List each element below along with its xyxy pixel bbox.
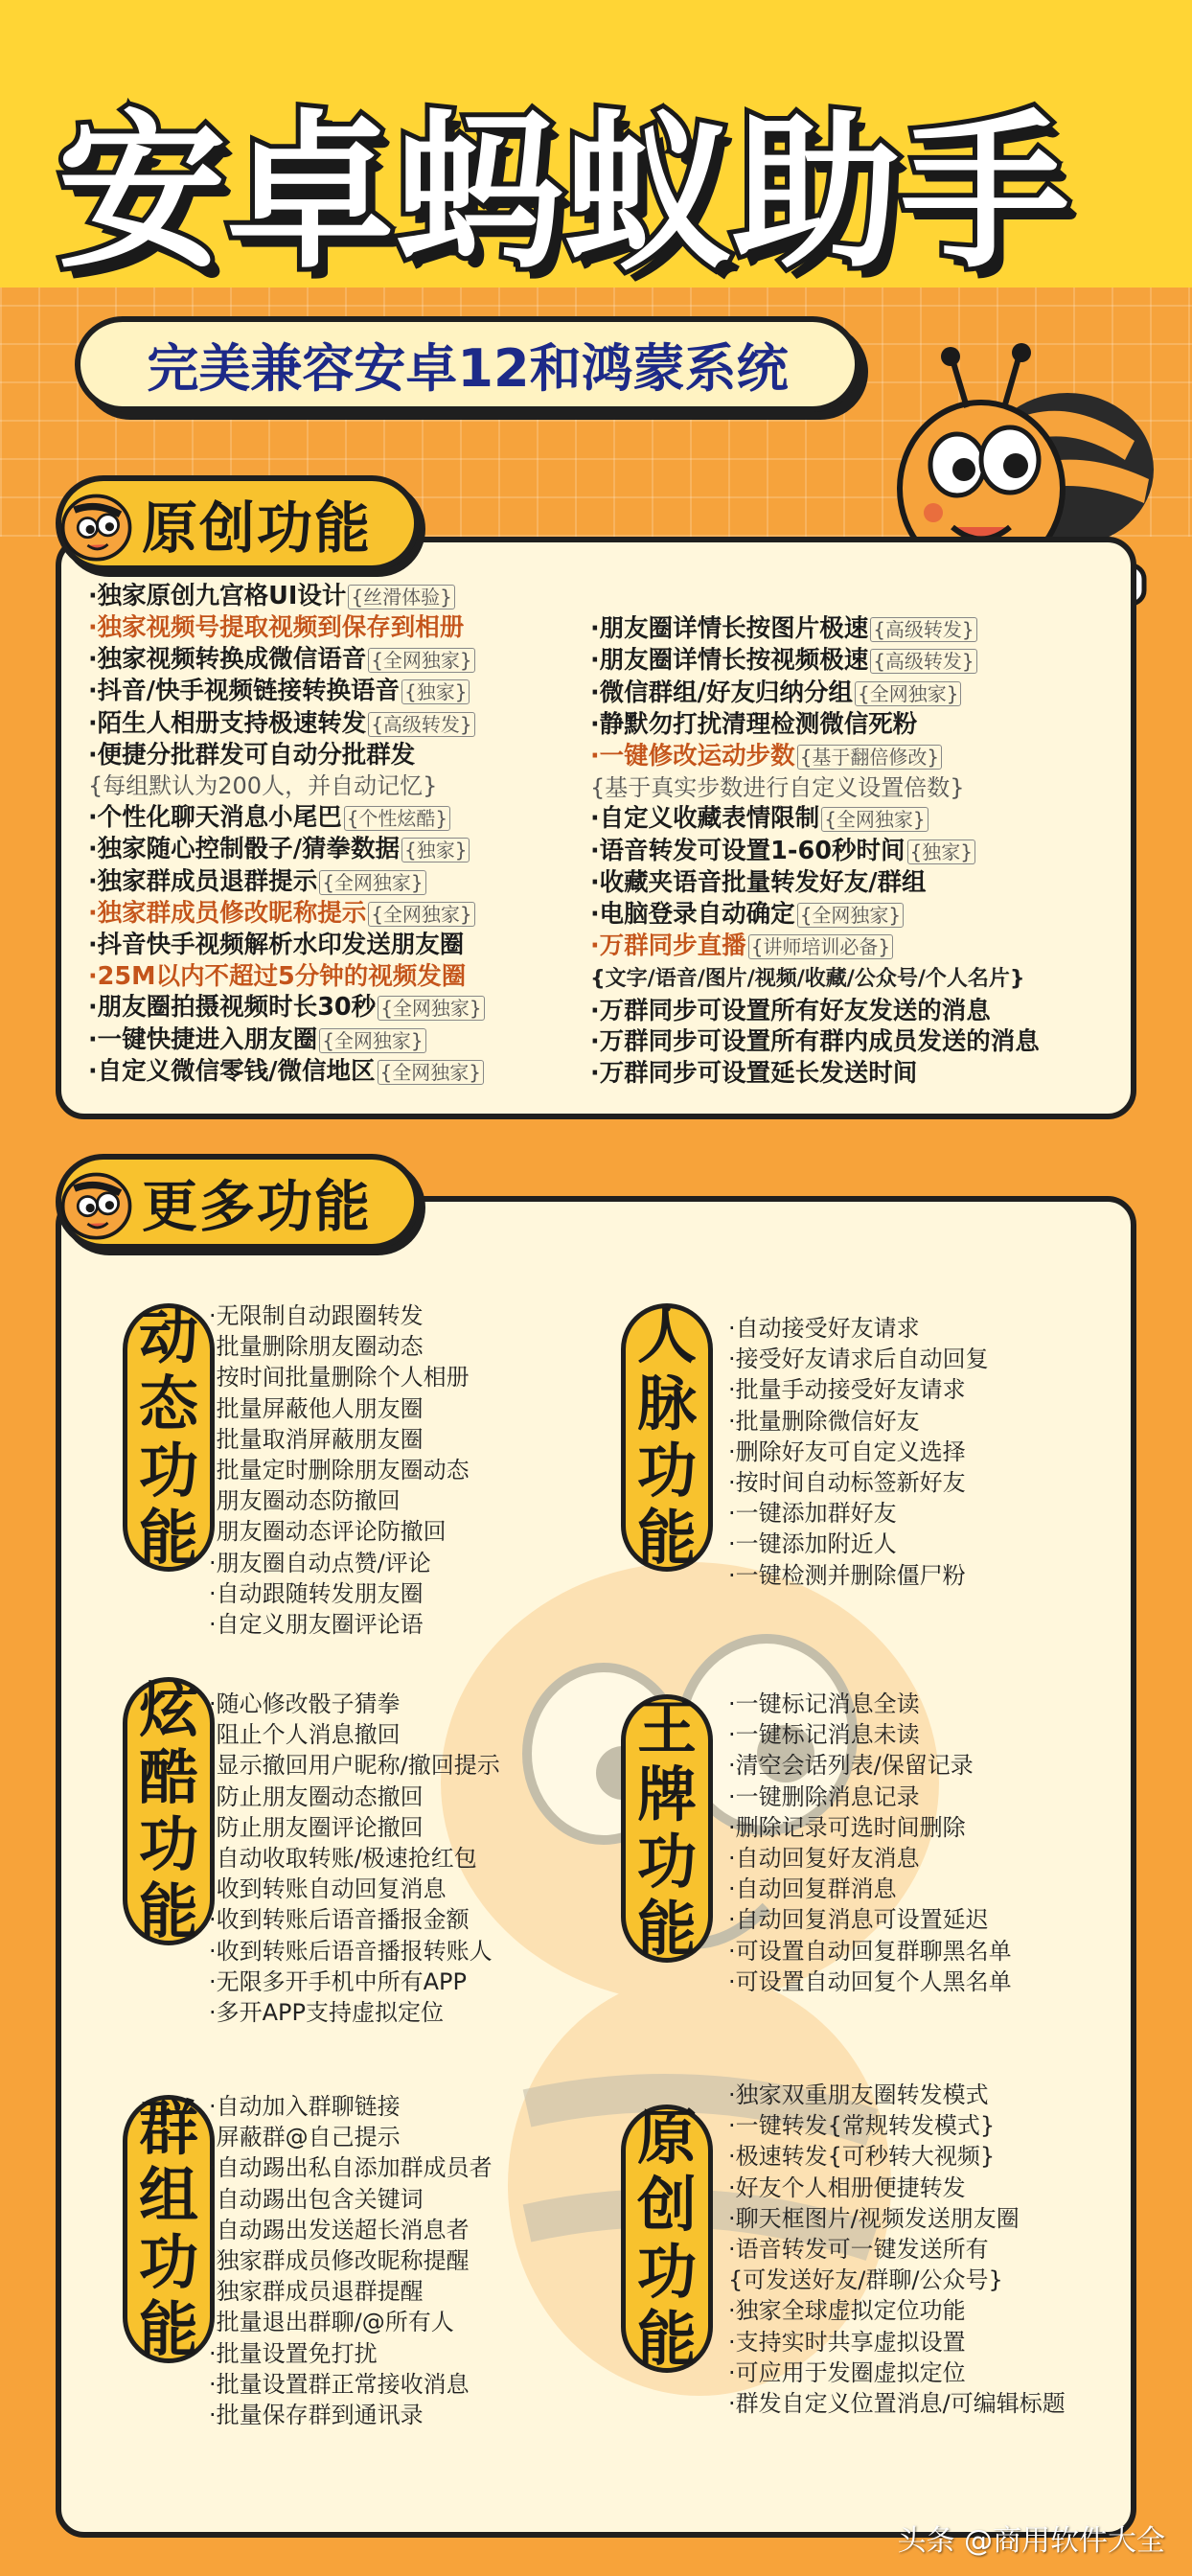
list-item: ·屏蔽群@自己提示 xyxy=(209,2124,401,2151)
feature-row xyxy=(590,931,1127,962)
feature-note: {独家} xyxy=(401,838,470,862)
feature-text: ·朋友圈拍摄视频时长30秒 xyxy=(88,993,377,1023)
feature-note: {文字/语音/图片/视频/收藏/公众号/个人名片} xyxy=(590,967,1025,992)
list-item: ·可设置自动回复个人黑名单 xyxy=(728,1967,1012,1995)
feature-group-list xyxy=(209,2091,611,2430)
list-item: ·接受好友请求后自动回复 xyxy=(728,1346,989,1373)
label-char: 功 xyxy=(138,1436,198,1506)
feature-text: ·独家视频转换成微信语音 xyxy=(88,644,367,674)
feature-note: {每组默认为200人，并自动记忆} xyxy=(88,772,438,800)
feature-note: {全网独家} xyxy=(319,870,425,895)
list-item: ·独家双重朋友圈转发模式 xyxy=(728,2082,989,2108)
list-item: ·自动加入群聊链接 xyxy=(209,2093,401,2120)
feature-row xyxy=(88,834,625,865)
feature-note: {全网独家} xyxy=(368,902,474,927)
feature-note: {全网独家} xyxy=(378,996,484,1021)
list-item: ·一键转发{常规转发模式} xyxy=(728,2112,996,2140)
list-item: ·自动踢出私自添加群成员者 xyxy=(209,2154,493,2182)
feature-row xyxy=(88,930,625,960)
feature-row xyxy=(88,898,625,930)
list-item: ·自动跟随转发朋友圈 xyxy=(209,1579,424,1607)
label-char: 功 xyxy=(636,1827,697,1897)
list-item: ·自动回复消息可设置延迟 xyxy=(728,1906,989,1934)
list-item: ·一键添加附近人 xyxy=(728,1530,897,1558)
list-item: ·独家群成员退群提醒 xyxy=(209,2278,424,2306)
feature-row xyxy=(590,836,1127,867)
list-item: ·语音转发可一键发送所有 xyxy=(728,2236,989,2264)
section-title: 更多功能 xyxy=(142,1174,373,1239)
list-item: {可发送好友/群聊/公众号} xyxy=(728,2266,1003,2294)
list-item: ·批量手动接受好友请求 xyxy=(728,1376,966,1404)
label-char: 王 xyxy=(636,1692,697,1762)
feature-note: {独家} xyxy=(401,679,470,704)
bee-icon xyxy=(48,479,136,567)
feature-text: ·一键快捷进入朋友圈 xyxy=(88,1024,318,1054)
feature-note: {丝滑体验} xyxy=(348,585,454,610)
list-item: ·防止朋友圈动态撤回 xyxy=(209,1782,424,1810)
feature-row xyxy=(590,741,1127,772)
list-item: ·批量保存群到通讯录 xyxy=(209,2402,424,2429)
list-item: ·批量删除朋友圈动态 xyxy=(209,1333,424,1361)
feature-text: ·朋友圈详情长按图片极速 xyxy=(590,614,869,643)
feature-text: ·抖音/快手视频链接转换语音 xyxy=(88,677,401,706)
list-item: ·批量屏蔽他人朋友圈 xyxy=(209,1394,424,1422)
feature-row xyxy=(590,803,1127,835)
feature-row xyxy=(88,644,625,676)
feature-row xyxy=(88,612,625,643)
list-item: ·删除记录可选时间删除 xyxy=(728,1813,966,1841)
list-item: ·批量设置群正常接收消息 xyxy=(209,2370,470,2398)
original-features-left xyxy=(88,581,625,1089)
label-char: 能 xyxy=(636,1503,697,1573)
list-item: ·删除好友可自定义选择 xyxy=(728,1438,966,1465)
label-char: 功 xyxy=(138,1809,198,1879)
list-item: ·一键标记消息未读 xyxy=(728,1721,920,1749)
feature-group-label xyxy=(621,1694,713,1963)
feature-text: ·静默勿打扰清理检测微信死粉 xyxy=(590,710,918,740)
list-item: ·极速转发{可秒转大视频} xyxy=(728,2143,996,2171)
list-item: ·多开APP支持虚拟定位 xyxy=(209,1999,444,2027)
feature-note: {基于翻倍修改} xyxy=(797,745,942,770)
list-item: ·朋友圈动态评论防撤回 xyxy=(209,1518,447,1546)
feature-group-list xyxy=(728,1689,1131,1997)
list-item: ·无限制自动跟圈转发 xyxy=(209,1302,424,1329)
feature-row xyxy=(88,1024,625,1056)
list-item: ·收到转账后语音播报金额 xyxy=(209,1906,470,1934)
feature-note: {高级转发} xyxy=(870,649,976,674)
feature-text: ·微信群组/好友归纳分组 xyxy=(590,678,854,707)
list-item: ·随心修改骰子猜拳 xyxy=(209,1690,401,1717)
list-item: ·批量删除微信好友 xyxy=(728,1407,920,1435)
feature-text: ·万群同步可设置延长发送时间 xyxy=(590,1058,918,1088)
list-item: ·可应用于发圈虚拟定位 xyxy=(728,2358,966,2386)
list-item: ·批量定时删除朋友圈动态 xyxy=(209,1457,470,1484)
title-area xyxy=(0,38,1192,291)
label-char: 能 xyxy=(138,1503,198,1573)
list-item: ·自动收取转账/极速抢红包 xyxy=(209,1845,477,1873)
feature-group-label xyxy=(621,2104,713,2373)
list-item: ·批量退出群聊/@所有人 xyxy=(209,2309,454,2336)
feature-text: ·独家随心控制骰子/猜拳数据 xyxy=(88,835,401,864)
list-item: ·支持实时共享虚拟设置 xyxy=(728,2328,966,2356)
feature-row xyxy=(88,708,625,740)
feature-text: ·自定义微信零钱/微信地区 xyxy=(88,1057,376,1087)
feature-text: ·个性化聊天消息小尾巴 xyxy=(88,802,342,832)
feature-note: {全网独家} xyxy=(378,1060,484,1085)
list-item: ·好友个人相册便捷转发 xyxy=(728,2174,966,2201)
footer-watermark: 头条 @商用软件大全 xyxy=(897,2524,1165,2558)
list-item: ·清空会话列表/保留记录 xyxy=(728,1752,974,1780)
feature-text: ·抖音快手视频解析水印发送朋友圈 xyxy=(88,931,465,960)
list-item: ·一键检测并删除僵尸粉 xyxy=(728,1561,966,1589)
list-item: ·自动回复群消息 xyxy=(728,1875,897,1903)
label-char: 功 xyxy=(636,2237,697,2307)
list-item: ·收到转账后语音播报转账人 xyxy=(209,1937,493,1965)
feature-group-list xyxy=(209,1300,611,1640)
list-item: ·一键删除消息记录 xyxy=(728,1782,920,1810)
list-item: ·按时间自动标签新好友 xyxy=(728,1469,966,1497)
list-item: ·批量设置免打扰 xyxy=(209,2339,378,2367)
list-item: ·一键添加群好友 xyxy=(728,1500,897,1528)
page-title: 安卓蚂蚁助手 xyxy=(57,95,1070,291)
feature-note: {全网独家} xyxy=(821,807,928,832)
feature-group-label xyxy=(123,1303,215,1572)
feature-row xyxy=(590,1026,1127,1057)
list-item: ·显示撤回用户昵称/撤回提示 xyxy=(209,1752,500,1780)
list-item: ·无限多开手机中所有APP xyxy=(209,1967,467,1995)
label-char: 脉 xyxy=(636,1368,697,1438)
feature-note: {全网独家} xyxy=(368,648,474,673)
feature-text: ·独家群成员修改昵称提示 xyxy=(88,899,367,929)
feature-group-list xyxy=(728,1313,1131,1591)
feature-row xyxy=(590,645,1127,677)
label-char: 动 xyxy=(138,1301,198,1371)
feature-text: ·万群同步直播 xyxy=(590,932,746,961)
feature-text: ·陌生人相册支持极速转发 xyxy=(88,708,367,738)
list-item: ·自定义朋友圈评论语 xyxy=(209,1611,424,1639)
more-features-tag xyxy=(56,1154,420,1250)
feature-group-label xyxy=(123,1677,215,1945)
label-char: 原 xyxy=(636,2103,697,2173)
feature-row xyxy=(88,740,625,770)
list-item: ·群发自定义位置消息/可编辑标题 xyxy=(728,2390,1066,2418)
feature-row xyxy=(88,961,625,992)
feature-text: ·收藏夹语音批量转发好友/群组 xyxy=(590,868,927,898)
list-item: ·自动踢出发送超长消息者 xyxy=(209,2216,470,2243)
list-item: ·收到转账自动回复消息 xyxy=(209,1875,447,1903)
feature-group-label xyxy=(123,2095,215,2363)
label-char: 功 xyxy=(636,1436,697,1506)
feature-text: ·语音转发可设置1-60秒时间 xyxy=(590,836,905,865)
label-char: 炫 xyxy=(138,1675,198,1745)
feature-row xyxy=(590,709,1127,740)
feature-note: {全网独家} xyxy=(855,681,961,706)
feature-note: {全网独家} xyxy=(797,903,904,928)
feature-note: {基于真实步数进行自定义设置倍数} xyxy=(590,774,965,802)
list-item: ·按时间批量删除个人相册 xyxy=(209,1364,470,1392)
feature-text: ·朋友圈详情长按视频极速 xyxy=(590,646,869,676)
label-char: 酷 xyxy=(138,1742,198,1812)
list-item: ·自动踢出包含关键词 xyxy=(209,2185,424,2213)
feature-text: ·一键修改运动步数 xyxy=(590,741,795,770)
subtitle-box xyxy=(75,316,860,412)
label-char: 能 xyxy=(138,1876,198,1946)
list-item: ·防止朋友圈评论撤回 xyxy=(209,1813,424,1841)
label-char: 组 xyxy=(138,2160,198,2230)
bee-icon xyxy=(48,1158,136,1246)
feature-text: ·万群同步可设置所有群内成员发送的消息 xyxy=(590,1027,1040,1057)
feature-note: {个性炫酷} xyxy=(344,806,450,831)
feature-row xyxy=(88,770,625,801)
feature-text: ·独家视频号提取视频到保存到相册 xyxy=(88,613,465,643)
feature-text: ·便捷分批群发可自动分批群发 xyxy=(88,741,416,770)
original-features-right xyxy=(590,613,1127,1089)
feature-row xyxy=(590,867,1127,898)
feature-row xyxy=(88,992,625,1024)
feature-row xyxy=(590,1058,1127,1089)
feature-row xyxy=(88,581,625,612)
list-item: ·独家群成员修改昵称提醒 xyxy=(209,2247,470,2275)
label-char: 态 xyxy=(138,1368,198,1438)
feature-row xyxy=(590,613,1127,645)
feature-text: ·电脑登录自动确定 xyxy=(590,899,795,929)
label-char: 牌 xyxy=(636,1760,697,1829)
feature-row xyxy=(88,676,625,707)
label-char: 功 xyxy=(138,2227,198,2297)
label-char: 能 xyxy=(636,2304,697,2374)
list-item: ·阻止个人消息撤回 xyxy=(209,1721,401,1749)
original-features-tag xyxy=(56,475,420,571)
list-item: ·自动接受好友请求 xyxy=(728,1315,920,1342)
feature-text: ·独家原创九宫格UI设计 xyxy=(88,582,347,610)
feature-text: ·自定义收藏表情限制 xyxy=(590,804,820,834)
label-char: 群 xyxy=(138,2093,198,2163)
feature-row xyxy=(590,996,1127,1026)
label-char: 能 xyxy=(138,2294,198,2364)
feature-row xyxy=(88,866,625,898)
feature-note: {高级转发} xyxy=(368,712,474,737)
list-item: ·自动回复好友消息 xyxy=(728,1845,920,1873)
list-item: ·朋友圈自动点赞/评论 xyxy=(209,1549,431,1576)
feature-note: {讲师培训必备} xyxy=(748,934,893,959)
list-item: ·朋友圈动态防撤回 xyxy=(209,1487,401,1515)
feature-group-list xyxy=(728,2080,1131,2419)
list-item: ·批量取消屏蔽朋友圈 xyxy=(209,1425,424,1453)
feature-note: {独家} xyxy=(907,840,975,864)
feature-text: ·25M以内不超过5分钟的视频发圈 xyxy=(88,961,467,991)
feature-note: {高级转发} xyxy=(870,617,976,642)
label-char: 能 xyxy=(636,1894,697,1964)
list-item: ·聊天框图片/视频发送朋友圈 xyxy=(728,2204,1020,2232)
feature-group-list xyxy=(209,1689,611,2028)
list-item: ·独家全球虚拟定位功能 xyxy=(728,2297,966,2325)
feature-row xyxy=(88,1056,625,1088)
list-item: ·可设置自动回复群聊黑名单 xyxy=(728,1937,1012,1965)
feature-note: {全网独家} xyxy=(319,1028,425,1053)
feature-group-label xyxy=(621,1303,713,1572)
feature-row xyxy=(590,899,1127,931)
feature-row xyxy=(590,962,1127,995)
subtitle: 完美兼容安卓12和鸿蒙系统 xyxy=(147,337,789,399)
feature-row xyxy=(88,802,625,834)
feature-row xyxy=(590,678,1127,709)
feature-text: ·万群同步可设置所有好友发送的消息 xyxy=(590,996,991,1025)
label-char: 创 xyxy=(636,2170,697,2240)
label-char: 人 xyxy=(636,1301,697,1371)
section-title: 原创功能 xyxy=(142,495,373,561)
list-item: ·一键标记消息全读 xyxy=(728,1690,920,1717)
feature-text: ·独家群成员退群提示 xyxy=(88,866,318,896)
feature-row xyxy=(590,772,1127,803)
